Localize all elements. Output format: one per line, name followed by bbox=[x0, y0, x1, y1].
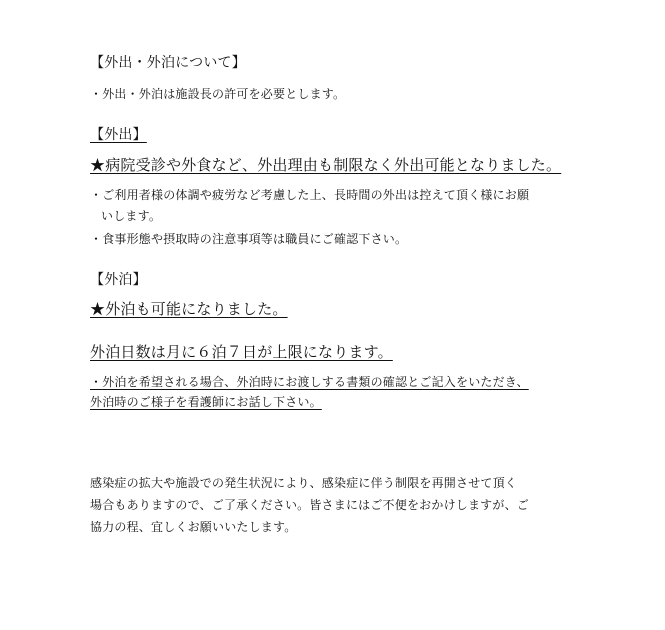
outing-bullet-2: ・食事形態や摂取時の注意事項等は職員にご確認下さい。 bbox=[90, 232, 408, 246]
section-heading-overnight: 【外泊】 bbox=[90, 272, 147, 288]
section-heading-outing-overnight: 【外出・外泊について】 bbox=[90, 55, 246, 71]
overnight-note-line-1: ・外泊を希望される場合、外泊時にお渡しする書類の確認とご記入をいただき、 bbox=[90, 375, 529, 389]
closing-line-3: 協力の程、宜しくお願いいたします。 bbox=[90, 520, 297, 534]
closing-line-2: 場合もありますので、ご了承ください。皆さまにはご不便をおかけしますが、ご bbox=[90, 498, 529, 512]
overnight-note-line-2: 外泊時のご様子を看護師にお話し下さい。 bbox=[90, 395, 322, 409]
outing-highlight: ★病院受診や外食など、外出理由も制限なく外出可能となりました。 bbox=[90, 156, 562, 174]
closing-line-1: 感染症の拡大や施設での発生状況により、感染症に伴う制限を再開させて頂く bbox=[90, 476, 518, 490]
outing-bullet-1-line-2: いします。 bbox=[101, 209, 162, 223]
overnight-highlight: ★外泊も可能になりました。 bbox=[90, 300, 288, 318]
overnight-limit: 外泊日数は月に６泊７日が上限になります。 bbox=[90, 343, 393, 361]
outing-bullet-1-line-1: ・ご利用者様の体調や疲労など考慮した上、長時間の外出は控えて頂く様にお願 bbox=[90, 188, 530, 202]
section-heading-outing: 【外出】 bbox=[90, 127, 147, 143]
permission-note: ・外出・外泊は施設長の許可を必要とします。 bbox=[90, 87, 346, 101]
